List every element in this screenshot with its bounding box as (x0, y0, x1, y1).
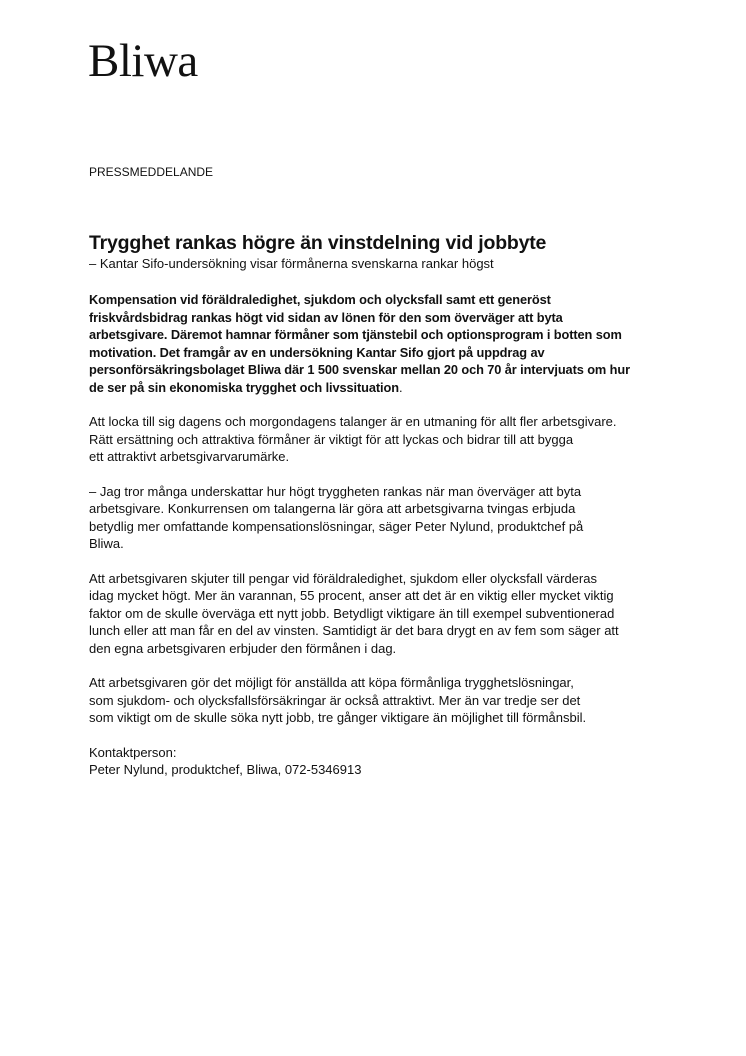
contact-block (89, 744, 661, 779)
paragraph-line: Bliwa. (89, 536, 124, 551)
lead-line-text: de ser på sin ekonomiska trygghet och livssituation (89, 379, 399, 395)
paragraph-line: som viktigt om de skulle söka nytt jobb, tre gånger viktigare än möjlighet till förmånsbil. (89, 710, 587, 725)
lead-line: arbetsgivare. Däremot hamnar förmåner som tjänstebil och optionsprogram i botten som (89, 327, 622, 342)
paragraph-line: Att locka till sig dagens och morgondagens talanger är en utmaning för allt fler arbetsgivare. (89, 414, 617, 429)
lead-paragraph (89, 291, 661, 396)
body-paragraph-4 (89, 674, 661, 727)
contact-details: Peter Nylund, produktchef, Bliwa, 072-5346913 (89, 762, 362, 777)
lead-line: motivation. Det framgår av en undersökning Kantar Sifo gjort på uppdrag av (89, 344, 545, 360)
paragraph-line: ett attraktivt arbetsgivarvarumärke. (89, 449, 290, 464)
paragraph-line: Att arbetsgivaren gör det möjligt för anställda att köpa förmånliga trygghetslösningar, (89, 675, 574, 690)
body-paragraph-1 (89, 413, 661, 466)
paragraph-line: – Jag tror många underskattar hur högt tryggheten rankas när man överväger att byta (89, 483, 582, 499)
lead-line-last (89, 379, 661, 397)
press-release-body (89, 164, 661, 779)
document-type-label: PRESSMEDDELANDE (89, 165, 214, 179)
body-paragraph-2-quote (89, 483, 661, 553)
lead-line: Kompensation vid föräldraledighet, sjukdom och olycksfall samt ett generöst (89, 292, 551, 307)
bliwa-logo: Bliwa (88, 35, 198, 87)
paragraph-line: faktor om de skulle överväga ett nytt jobb. Betydligt viktigare än till exempel subventionerad (89, 605, 615, 621)
lead-line: personförsäkringsbolaget Bliwa där 1 500 svenskar mellan 20 och 70 år intervjuats om hur (89, 362, 630, 377)
subheadline: – Kantar Sifo-undersökning visar förmånerna svenskarna rankar högst (89, 256, 494, 271)
paragraph-line: betydlig mer omfattande kompensationslösningar, säger Peter Nylund, produktchef på (89, 518, 584, 534)
paragraph-line: som sjukdom- och olycksfallsförsäkringar är också attraktivt. Mer än var tredje ser det (89, 692, 581, 708)
contact-heading: Kontaktperson: (89, 744, 177, 760)
paragraph-line: Rätt ersättning och attraktiva förmåner är viktigt för att lyckas och bidrar till att bygga (89, 431, 574, 447)
paragraph-line: den egna arbetsgivaren erbjuder den förmånen i dag. (89, 640, 397, 656)
paragraph-line: idag mycket högt. Mer än varannan, 55 procent, anser att det är en viktig eller mycket viktig (89, 588, 614, 603)
paragraph-line: Att arbetsgivaren skjuter till pengar vid föräldraledighet, sjukdom eller olycksfall värderas (89, 570, 597, 586)
paragraph-line: lunch eller att man får en del av vinsten. Samtidigt är det bara drygt en av fem som säger att (89, 623, 619, 638)
headline: Trygghet rankas högre än vinstdelning vid jobbyte (89, 232, 547, 254)
body-paragraph-3 (89, 570, 661, 658)
paragraph-line: arbetsgivare. Konkurrensen om talangerna lär göra att arbetsgivarna tvingas erbjuda (89, 501, 576, 516)
lead-line: friskvårdsbidrag rankas högt vid sidan av lönen för den som överväger att byta (89, 309, 563, 325)
lead-period: . (398, 379, 403, 395)
